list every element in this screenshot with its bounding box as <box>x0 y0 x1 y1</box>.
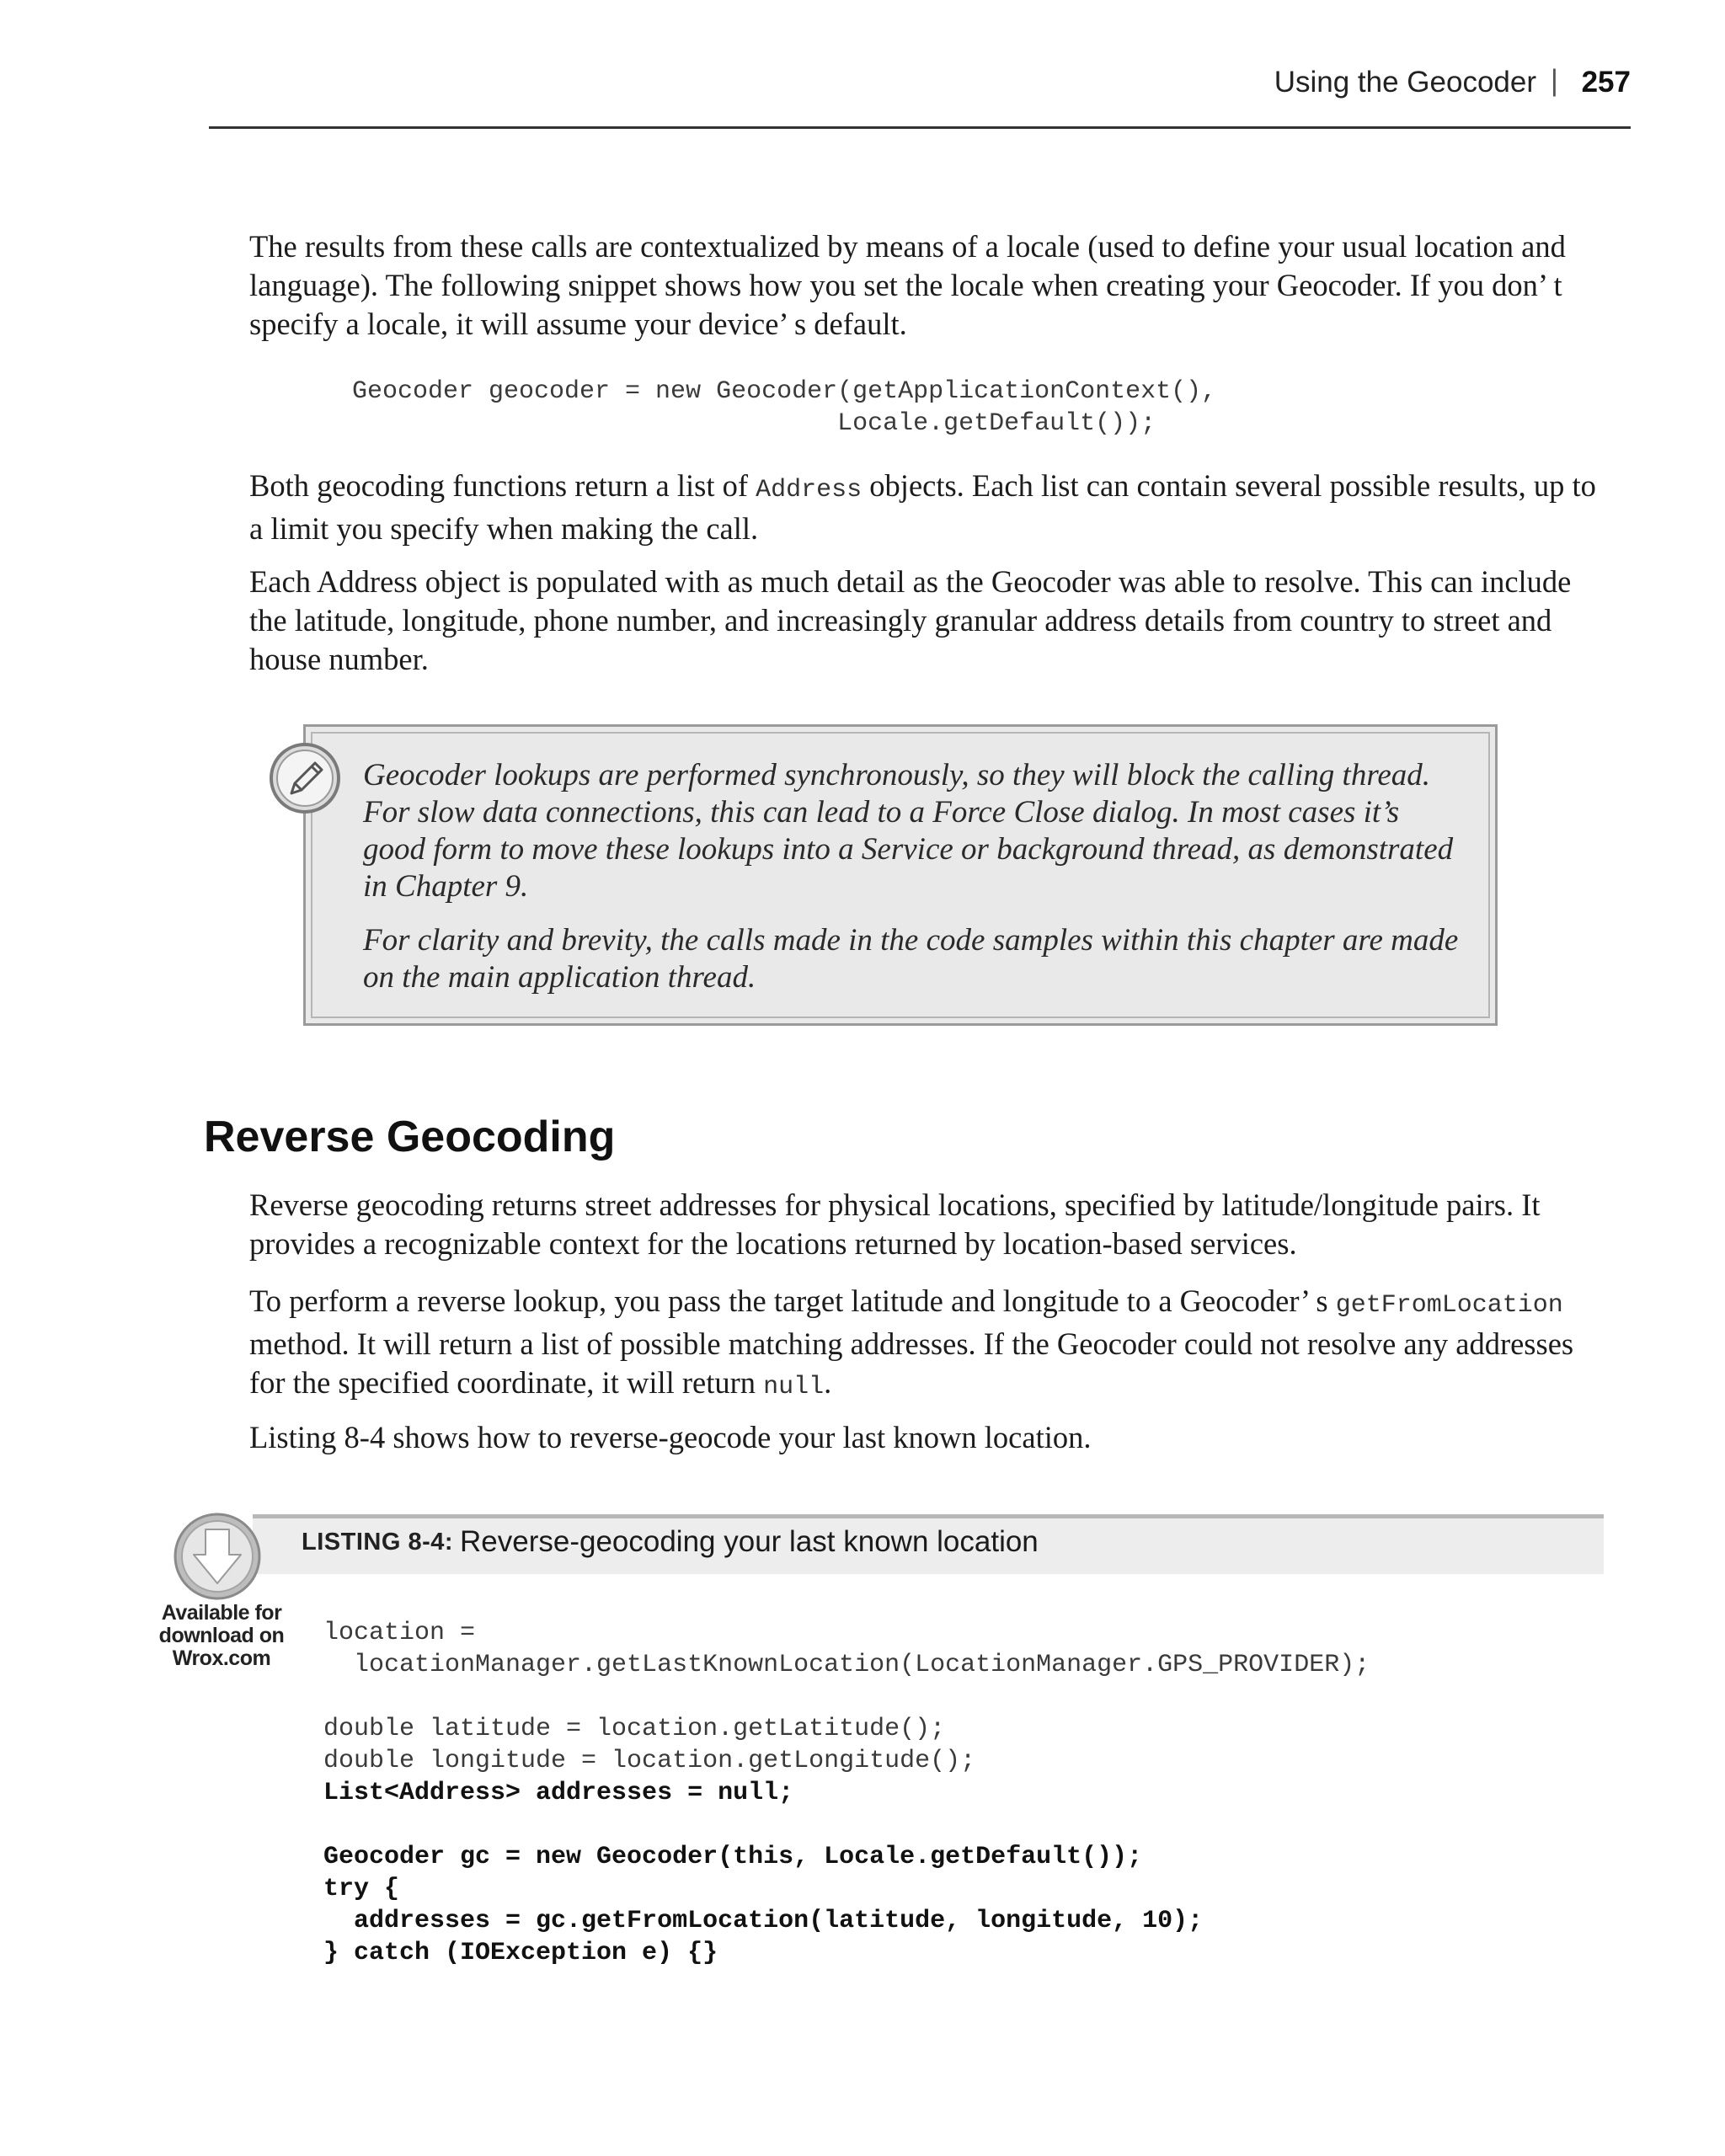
note-box <box>303 724 1498 1026</box>
listing-label: LISTING 8-4: <box>302 1529 454 1556</box>
header-separator: | <box>1550 64 1558 97</box>
code-line-bold: try { <box>323 1875 400 1903</box>
running-header <box>209 61 1631 129</box>
listing-header <box>253 1514 1604 1574</box>
pencil-note-icon <box>268 741 342 815</box>
note-paragraph-1: Geocoder lookups are performed synchronously, so they will block the calling thread. For slow data connections, this can lead to a Force Close dialog. In most cases it’s good form to move these lookups into a Service or background thread, as demonstrated in Chapter 9. <box>363 758 1454 904</box>
code-line-bold: addresses = gc.getFromLocation(latitude, longitude, 10); <box>323 1907 1204 1935</box>
code-line-bold: List<Address> addresses = null; <box>323 1779 794 1807</box>
code-line-bold: } catch (IOException e) {} <box>323 1939 718 1967</box>
inline-code-address: Address <box>756 476 862 504</box>
text-run: . <box>824 1365 832 1400</box>
code-line: locationManager.getLastKnownLocation(LocationManager.GPS_PROVIDER); <box>323 1651 1370 1679</box>
paragraph-listing-ref: Listing 8-4 shows how to reverse-geocode your last known location. <box>249 1420 1092 1454</box>
download-caption-line: download on <box>158 1624 285 1647</box>
inline-code-getfromlocation: getFromLocation <box>1335 1291 1563 1320</box>
code-line-bold: Geocoder gc = new Geocoder(this, Locale.getDefault()); <box>323 1843 1143 1871</box>
listing-code <box>323 1617 1370 1969</box>
download-caption <box>157 1602 286 1670</box>
download-arrow-icon <box>172 1511 263 1602</box>
text-run: To perform a reverse lookup, you pass the target latitude and longitude to a Geocoder’ s <box>249 1283 1336 1318</box>
paragraph-address-list <box>249 467 1605 548</box>
text-run: Both geocoding functions return a list of <box>249 468 756 503</box>
paragraph-locale: The results from these calls are contextualized by means of a locale (used to define your usual location and language). The following snippet shows how you set the locale when creating your Geocoder. If you don’ t specify a locale, it will assume your device’ s default. <box>249 229 1566 341</box>
section-heading: Reverse Geocoding <box>204 1113 616 1161</box>
note-paragraph-2: For clarity and brevity, the calls made in the code samples within this chapter are made on the main application thread. <box>363 923 1459 995</box>
page-number: 257 <box>1581 66 1631 99</box>
listing-title: Reverse-geocoding your last known location <box>460 1525 1039 1558</box>
paragraph-reverse-intro: Reverse geocoding returns street addresses for physical locations, specified by latitude/longitude pairs. It provides a recognizable context for the locations returned by location-based services. <box>249 1187 1541 1261</box>
code-line: double latitude = location.getLatitude(); <box>323 1715 946 1743</box>
inline-code-null: null <box>763 1373 825 1401</box>
code-snippet-geocoder <box>352 376 1216 440</box>
header-section-title: Using the Geocoder <box>1274 66 1536 99</box>
paragraph-reverse-lookup <box>249 1282 1605 1406</box>
text-run: objects. Each list can contain several possible results, up to a limit you specify when making the call. <box>249 468 1596 546</box>
text-run: method. It will return a list of possible matching addresses. If the Geocoder could not resolve any addresses for the specified coordinate, it will return <box>249 1326 1574 1400</box>
code-line: Geocoder geocoder = new Geocoder(getApplicationContext(), <box>352 377 1217 406</box>
code-line: location = <box>323 1619 476 1647</box>
download-caption-line: Available for <box>161 1601 282 1625</box>
paragraph-address-detail: Each Address object is populated with as much detail as the Geocoder was able to resolve. This can include the latitude, longitude, phone number, and increasingly granular address details from country to street and house number. <box>249 564 1572 676</box>
code-line: double longitude = location.getLongitude(); <box>323 1747 976 1775</box>
code-line: Locale.getDefault()); <box>352 409 1156 438</box>
download-caption-line: Wrox.com <box>172 1646 271 1670</box>
